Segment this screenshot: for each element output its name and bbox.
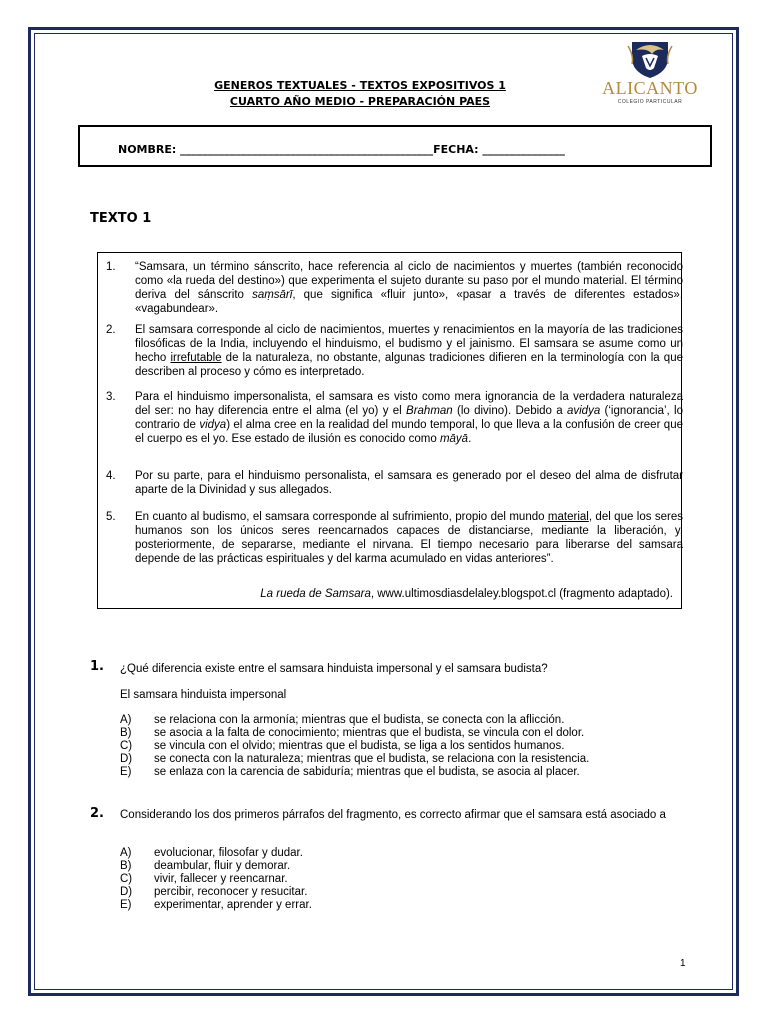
paragraph-number: 5. [106, 511, 116, 523]
question-2-option-d[interactable]: D) percibir, reconocer y resucitar. [120, 886, 308, 898]
document-header [190, 78, 530, 110]
school-logo [598, 36, 702, 108]
question-1-option-a[interactable]: A) se relaciona con la armonía; mientras que el budista, se conecta con la aflicción. [120, 714, 565, 726]
student-info-box [78, 125, 712, 167]
header-title-line1: GENEROS TEXTUALES - TEXTOS EXPOSITIVOS 1 [214, 79, 506, 92]
paragraph-number: 1. [106, 261, 116, 273]
page-number: 1 [680, 958, 686, 969]
source-rest: , www.ultimosdiasdelaley.blogspot.cl (fragmento adaptado). [370, 588, 673, 600]
paragraph-text: “Samsara, un término sánscrito, hace referencia al ciclo de nacimientos y muertes (también reconocido como «la rueda del destino») que experimenta el sujeto durante su paso por el mundo material. El término deriva del sánscrito saṃsārī, que significa «fluir junto», «pasar a través de diferentes estados», «vagabundear». [135, 261, 683, 315]
question-1-option-b[interactable]: B) se asocia a la falta de conocimiento; mientras que el budista, se vincula con el dolor. [120, 727, 585, 739]
paragraph-text: Por su parte, para el hinduismo personalista, el samsara es generado por el deseo del alma de disfrutar aparte de la Divinidad y sus allegados. [135, 470, 683, 496]
paragraph-number: 3. [106, 391, 116, 403]
question-2-option-e[interactable]: E) experimentar, aprender y errar. [120, 899, 312, 911]
fecha-field[interactable]: FECHA: _______________ [433, 143, 565, 156]
passage-source [260, 588, 673, 600]
question-2-option-a[interactable]: A) evolucionar, filosofar y dudar. [120, 847, 303, 859]
paragraph-text: Para el hinduismo impersonalista, el samsara es visto como mera ignorancia de la verdadera naturaleza del ser: no hay diferencia entre el alma (el yo) y el Brahman (lo divino). Debido a avidya (‘ignorancia’, lo contrario de vidya) el alma cree en la realidad del mundo temporal, lo que lleva a la confusión de creer que el cuerpo es el yo. Ese estado de ilusión es conocido como māyā. [135, 391, 683, 445]
text-section-title: TEXTO 1 [90, 211, 152, 226]
question-2-text: Considerando los dos primeros párrafos del fragmento, es correcto afirmar que el samsara está asociado a [120, 809, 666, 821]
header-title-line2: CUARTO AÑO MEDIO - PREPARACIÓN PAES [229, 95, 491, 108]
question-1-text: ¿Qué diferencia existe entre el samsara hinduista impersonal y el samsara budista? [120, 663, 548, 675]
question-1-stem: El samsara hinduista impersonal [120, 689, 287, 701]
nombre-field[interactable]: NOMBRE: ______________________________________________ [118, 143, 434, 156]
reading-passage-box [97, 252, 682, 609]
question-1-number: 1. [90, 659, 104, 674]
question-1-option-c[interactable]: C) se vincula con el olvido; mientras que el budista, se liga a los sentidos humanos. [120, 740, 565, 752]
question-2-option-c[interactable]: C) vivir, fallecer y reencarnar. [120, 873, 288, 885]
paragraph-text: El samsara corresponde al ciclo de nacimientos, muertes y renacimientos en la mayoría de las tradiciones filosóficas de la India, incluyendo el hinduismo, el budismo y el jainismo. El samsara se asume como un hecho irrefutable de la naturaleza, no obstante, algunas tradiciones difieren en la terminología con la que describen al proceso y cómo es interpretado. [135, 324, 683, 378]
question-2-number: 2. [90, 806, 104, 821]
paragraph-number: 2. [106, 324, 116, 336]
question-1-option-e[interactable]: E) se enlaza con la carencia de sabiduría; mientras que el budista, se asocia al placer. [120, 766, 580, 778]
question-1-option-d[interactable]: D) se conecta con la naturaleza; mientras que el budista, se relaciona con la resistencia. [120, 753, 590, 765]
student-info-line [118, 143, 565, 156]
logo-name: ALICANTO [602, 78, 698, 98]
paragraph-text: En cuanto al budismo, el samsara corresponde al sufrimiento, propio del mundo material, del que los seres humanos son los únicos seres reencarnados capaces de distanciarse, mediante la liberación, y, posteriormente, de separarse, mediante el nirvana. El tiempo necesario para liberarse del samsara depende de las prácticas espirituales y del karma acumulado en vidas anteriores”. [135, 511, 683, 565]
paragraph-number: 4. [106, 470, 116, 482]
eagle-crest-icon [598, 36, 702, 80]
question-2-option-b[interactable]: B) deambular, fluir y demorar. [120, 860, 291, 872]
logo-subtitle: COLEGIO PARTICULAR [617, 99, 683, 105]
source-title: La rueda de Samsara [260, 588, 371, 600]
